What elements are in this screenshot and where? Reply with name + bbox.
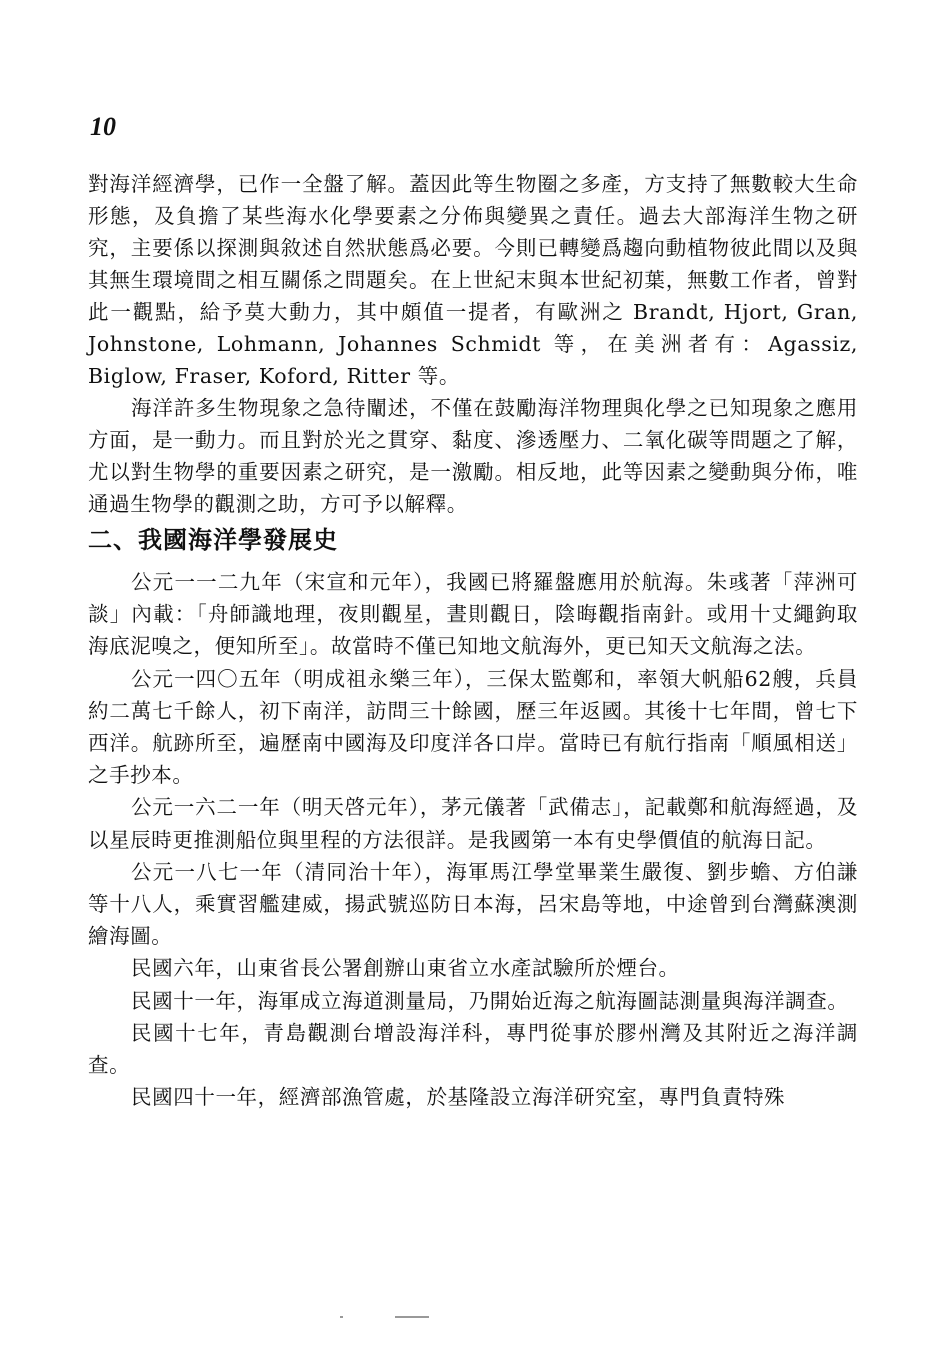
- paragraph-minguo-11: 民國十一年，海軍成立海道測量局，乃開始近海之航海圖誌測量與海洋調查。: [131, 988, 849, 1013]
- paragraph-zheng-he-1405: 公元一四〇五年（明成祖永樂三年），三保太監鄭和，率領大帆船62艘，兵員約二萬七千餘人，初下南洋，訪問三十餘國，歷三年返國。其後十七年間，曾七下西洋。航跡所至，遍歷南中國海及印度洋各口岸。當時已有航行指南「順風相送」之手抄本。: [88, 666, 858, 788]
- paragraph-marine-biology-scholars: 對海洋經濟學，已作一全盤了解。蓋因此等生物圈之多產，方支持了無數較大生命形態，及負擔了某些海水化學要素之分佈與變異之責任。過去大部海洋生物之研究，主要係以探測與敘述自然狀態爲必要。今則已轉變爲趨向動植物彼此間以及與其無生環境間之相互關係之問題矣。在上世紀末與本世紀初葉，無數工作者，曾對此一觀點，給予莫大動力，其中頗值一提者，有歐洲之 Brandt, Hjort, Gran, Johnstone, Lohmann, Johannes Schmidt 等，在美洲者有：Agassiz, Biglow, Fraser, Koford, Ritter 等。: [88, 172, 858, 388]
- page-number: 10: [90, 112, 116, 141]
- section-heading: 二、我國海洋學發展史: [88, 526, 338, 554]
- paragraph-minguo-6: 民國六年，山東省長公署創辦山東省立水產試驗所於煙台。: [131, 956, 680, 981]
- intro-text: [88, 168, 858, 520]
- paragraph-wubeizhi-1621: 公元一六二一年（明天啓元年），茅元儀著「武備志」，記載鄭和航海經過，及以星辰時更推測船位與里程的方法很詳。是我國第一本有史學價值的航海日記。: [88, 795, 858, 852]
- paragraph-biological-phenomena: 海洋許多生物現象之急待闡述，不僅在鼓勵海洋物理與化學之已知現象之應用方面，是一動力。而且對於光之貫穿、黏度、滲透壓力、二氧化碳等問題之了解，尤以對生物學的重要因素之研究，是一激勵。相反地，此等因素之變動與分佈，唯通過生物學的觀測之助，方可予以解釋。: [88, 396, 858, 516]
- paragraph-mawei-1871: 公元一八七一年（清同治十年），海軍馬江學堂畢業生嚴復、劉步蟾、方伯謙等十八人，乘實習艦建威，揚武號巡防日本海，呂宋島等地，中途曾到台灣蘇澳測繪海圖。: [88, 859, 858, 949]
- paragraph-minguo-17: 民國十七年，青島觀測台增設海洋科，專門從事於膠州灣及其附近之海洋調查。: [88, 1020, 858, 1078]
- footer-mark: [395, 1316, 429, 1318]
- history-text: [88, 566, 858, 1113]
- paragraph-compass-1129: 公元一一二九年（宋宣和元年），我國已將羅盤應用於航海。朱彧著「萍洲可談」內載：「舟師識地理，夜則觀星，晝則觀日，陰晦觀指南針。或用十丈繩鉤取海底泥嗅之，便知所至」。故當時不僅已知地文航海外，更已知天文航海之法。: [88, 570, 858, 659]
- paragraph-minguo-41: 民國四十一年，經濟部漁管處，於基隆設立海洋研究室，專門負責特殊: [131, 1085, 786, 1110]
- footer-mark-dot: [340, 1316, 343, 1318]
